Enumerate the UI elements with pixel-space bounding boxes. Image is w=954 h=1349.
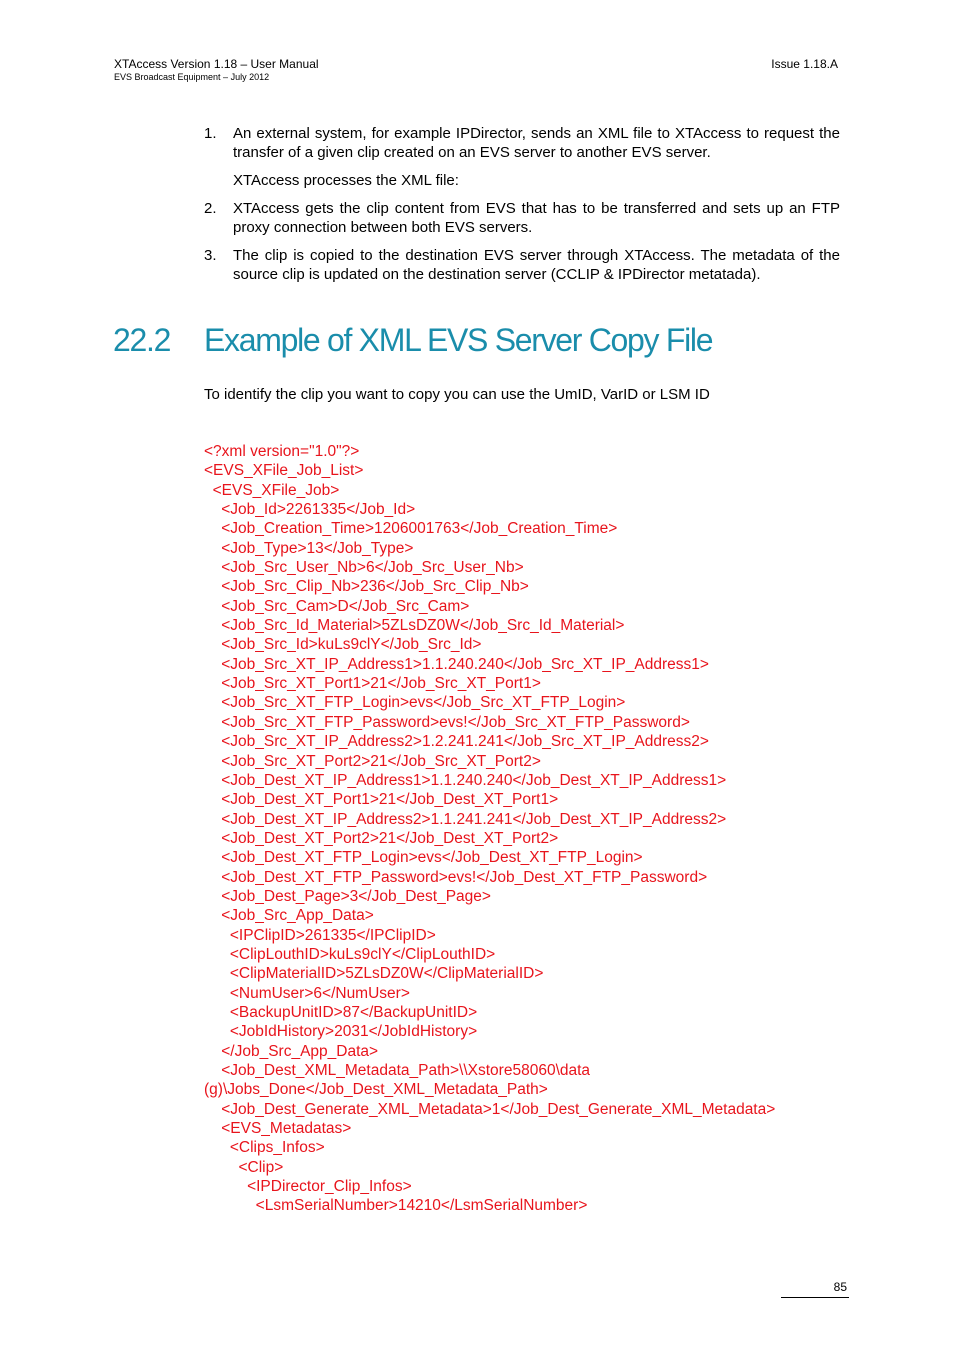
xml-line: <ClipMaterialID>5ZLsDZ0W</ClipMaterialID> bbox=[204, 965, 544, 983]
step-text: An external system, for example IPDirector, sends an XML file to XTAccess to request the transfer of a given clip created on an EVS server to another EVS server. bbox=[233, 125, 840, 161]
xml-line: <Clips_Infos> bbox=[204, 1139, 325, 1157]
step-number: 2. bbox=[204, 200, 217, 217]
xml-line: <Job_Creation_Time>1206001763</Job_Creation_Time> bbox=[204, 520, 618, 538]
step-text: The clip is copied to the destination EVS server through XTAccess. The metadata of the source clip is updated on the destination server (CCLIP & IPDirector metatada). bbox=[233, 247, 840, 283]
header-title: XTAccess Version 1.18 – User Manual bbox=[114, 57, 319, 71]
xml-line: <Job_Dest_XT_IP_Address2>1.1.241.241</Job_Dest_XT_IP_Address2> bbox=[204, 810, 727, 828]
xml-line: <Job_Src_User_Nb>6</Job_Src_User_Nb> bbox=[204, 559, 524, 577]
xml-line: <Job_Src_XT_IP_Address2>1.2.241.241</Job_Src_XT_IP_Address2> bbox=[204, 733, 709, 751]
section-heading bbox=[113, 320, 712, 360]
step-2 bbox=[204, 199, 840, 237]
step-1 bbox=[204, 124, 840, 162]
intro-paragraph: To identify the clip you want to copy you can use the UmID, VarID or LSM ID bbox=[204, 386, 710, 403]
xml-line: <ClipLouthID>kuLs9clY</ClipLouthID> bbox=[204, 945, 496, 963]
xml-line: <Job_Src_XT_Port2>21</Job_Src_XT_Port2> bbox=[204, 752, 541, 770]
xml-line: <Job_Src_XT_FTP_Password>evs!</Job_Src_XT_FTP_Password> bbox=[204, 713, 690, 731]
xml-line: <Job_Src_XT_FTP_Login>evs</Job_Src_XT_FTP_Login> bbox=[204, 694, 626, 712]
xml-code-block bbox=[204, 442, 844, 1216]
xml-line: <Job_Dest_Generate_XML_Metadata>1</Job_Dest_Generate_XML_Metadata> bbox=[204, 1100, 776, 1118]
section-title: Example of XML EVS Server Copy File bbox=[204, 322, 713, 358]
xml-line: <Job_Dest_XT_FTP_Login>evs</Job_Dest_XT_FTP_Login> bbox=[204, 849, 643, 867]
xml-line: <Job_Dest_XT_FTP_Password>evs!</Job_Dest_XT_FTP_Password> bbox=[204, 868, 708, 886]
xml-line: (g)\Jobs_Done</Job_Dest_XML_Metadata_Path> bbox=[204, 1081, 548, 1099]
xml-line: <EVS_XFile_Job> bbox=[204, 481, 340, 499]
xml-line: <?xml version="1.0"?> bbox=[204, 443, 360, 460]
xml-line: <EVS_Metadatas> bbox=[204, 1120, 352, 1138]
step-number: 1. bbox=[204, 125, 217, 142]
xml-line: </Job_Src_App_Data> bbox=[204, 1042, 379, 1060]
footer-rule bbox=[781, 1297, 849, 1298]
header-subtitle: EVS Broadcast Equipment – July 2012 bbox=[114, 72, 270, 82]
page-number: 85 bbox=[833, 1280, 847, 1294]
xml-line: <Job_Src_XT_Port1>21</Job_Src_XT_Port1> bbox=[204, 675, 541, 693]
xml-line: <Clip> bbox=[204, 1158, 284, 1176]
section-number: 22.2 bbox=[113, 322, 171, 358]
numbered-steps bbox=[204, 124, 840, 284]
xml-line: <Job_Src_Id_Material>5ZLsDZ0W</Job_Src_Id_Material> bbox=[204, 617, 625, 635]
xml-line: <Job_Src_App_Data> bbox=[204, 907, 374, 925]
xml-line: <Job_Dest_XT_Port2>21</Job_Dest_XT_Port2> bbox=[204, 829, 559, 847]
step-note: XTAccess processes the XML file: bbox=[233, 172, 459, 189]
xml-line: <Job_Src_Id>kuLs9clY</Job_Src_Id> bbox=[204, 636, 482, 654]
xml-line: <Job_Dest_XT_Port1>21</Job_Dest_XT_Port1> bbox=[204, 791, 559, 809]
xml-line: <JobIdHistory>2031</JobIdHistory> bbox=[204, 1023, 478, 1041]
xml-line: <EVS_XFile_Job_List> bbox=[204, 462, 364, 480]
xml-line: <Job_Dest_XT_IP_Address1>1.1.240.240</Job_Dest_XT_IP_Address1> bbox=[204, 771, 727, 789]
step-number: 3. bbox=[204, 247, 217, 264]
step-text: XTAccess gets the clip content from EVS that has to be transferred and sets up an FTP proxy connection between both EVS servers. bbox=[233, 200, 840, 236]
xml-line: <Job_Type>13</Job_Type> bbox=[204, 539, 414, 557]
xml-line: <Job_Dest_XML_Metadata_Path>\\Xstore58060\data bbox=[204, 1062, 591, 1079]
xml-line: <Job_Dest_Page>3</Job_Dest_Page> bbox=[204, 887, 491, 905]
xml-line: <Job_Src_Cam>D</Job_Src_Cam> bbox=[204, 597, 470, 615]
xml-line: <BackupUnitID>87</BackupUnitID> bbox=[204, 1003, 478, 1021]
xml-line: <IPClipID>261335</IPClipID> bbox=[204, 926, 436, 944]
xml-line: <Job_Id>2261335</Job_Id> bbox=[204, 501, 416, 519]
xml-line: <NumUser>6</NumUser> bbox=[204, 984, 410, 1002]
xml-line: <IPDirector_Clip_Infos> bbox=[204, 1178, 412, 1196]
header-issue: Issue 1.18.A bbox=[771, 57, 838, 71]
xml-line: <Job_Src_Clip_Nb>236</Job_Src_Clip_Nb> bbox=[204, 578, 529, 596]
step-3 bbox=[204, 246, 840, 284]
page-header bbox=[114, 57, 319, 83]
xml-line: <Job_Src_XT_IP_Address1>1.1.240.240</Job_Src_XT_IP_Address1> bbox=[204, 655, 709, 673]
xml-line: <LsmSerialNumber>14210</LsmSerialNumber> bbox=[204, 1197, 588, 1215]
